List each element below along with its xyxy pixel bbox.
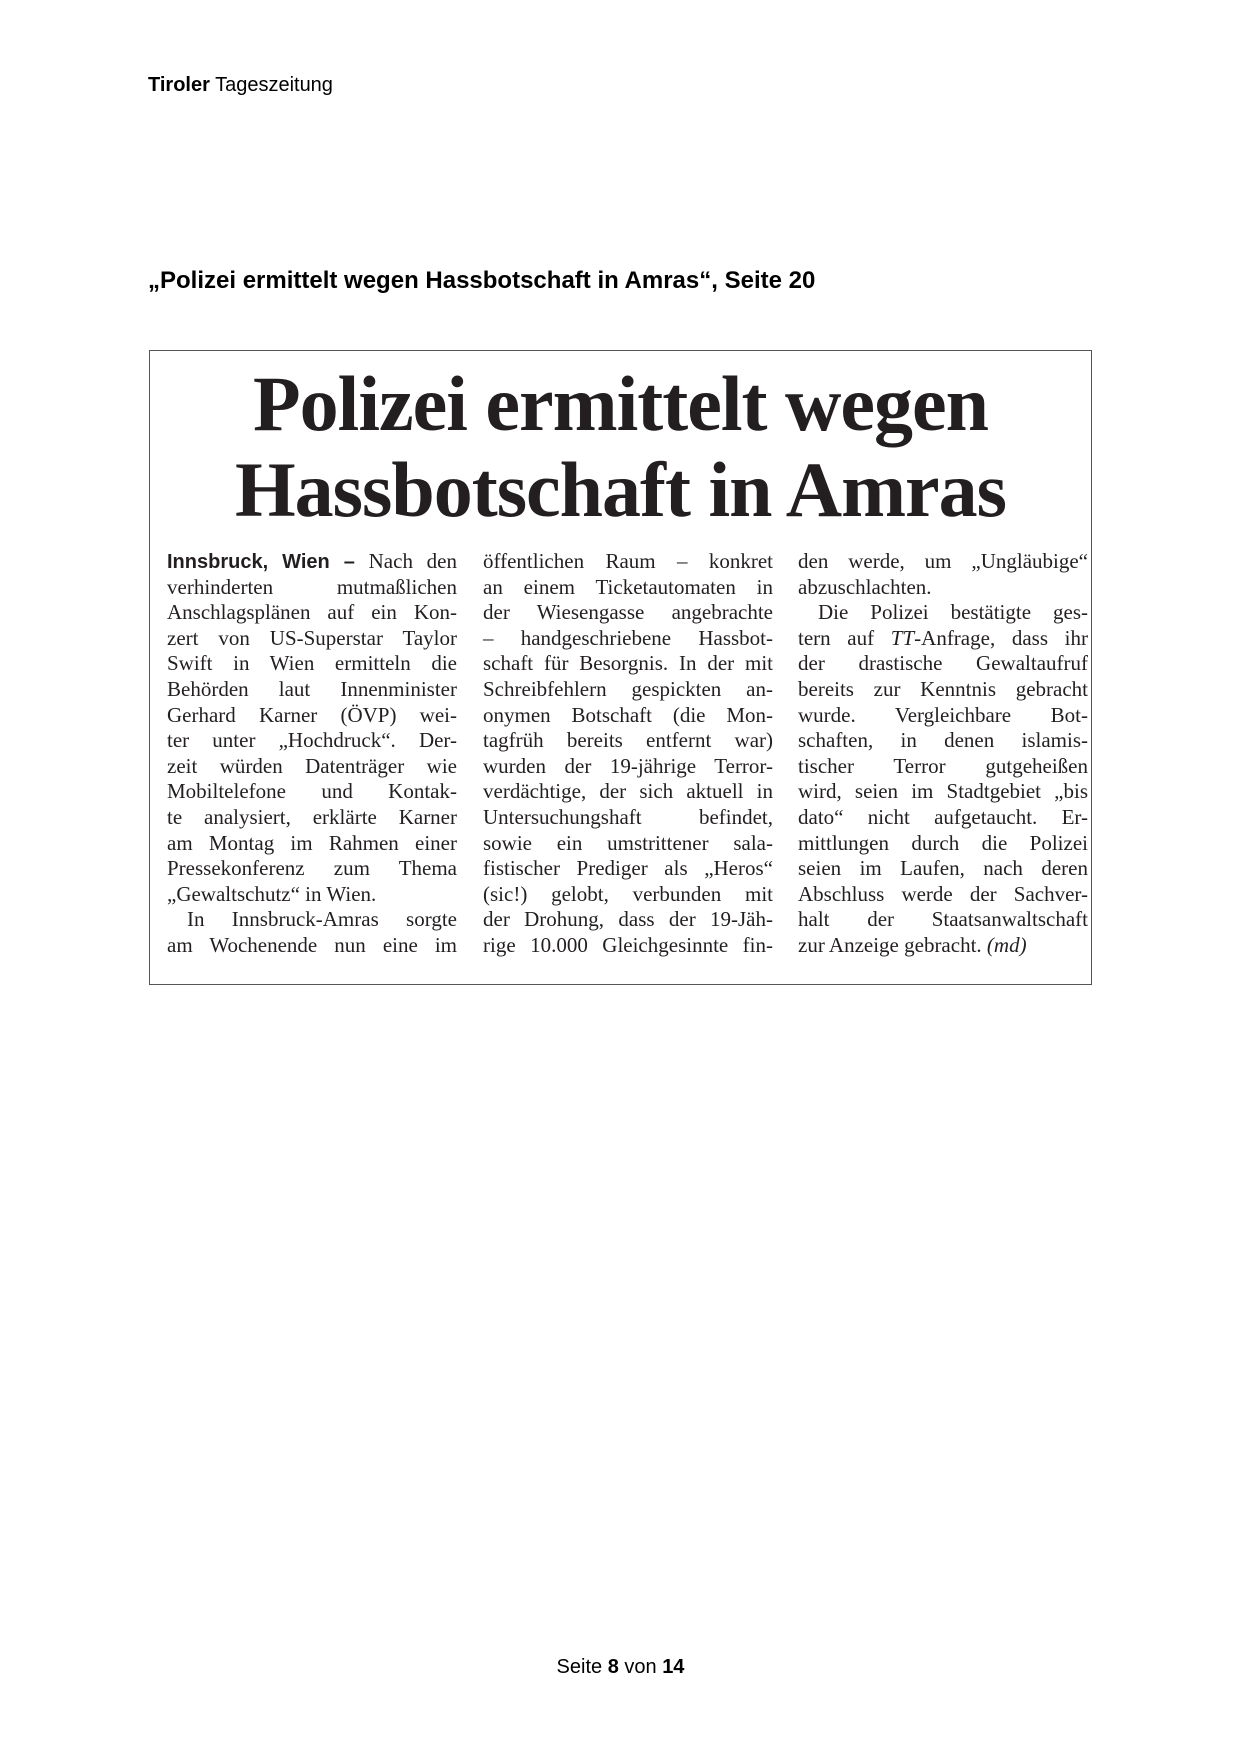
text-run: rige 10.000 Gleichgesinnte fin-: [483, 932, 773, 957]
text-run: TT: [890, 625, 915, 650]
text-run: bereits zur Kenntnis gebracht: [798, 676, 1088, 701]
text-run: onymen Botschaft (die Mon-: [483, 702, 773, 727]
text-run: -Anfrage, dass ihr: [914, 625, 1089, 650]
article-line: [483, 600, 773, 626]
article-line: [798, 600, 1088, 626]
article-line: [167, 831, 457, 857]
article-line: [483, 651, 773, 677]
brand-bold: Tiroler: [148, 74, 210, 96]
text-run: Gerhard Karner (ÖVP) wei-: [167, 702, 457, 727]
article-line: [483, 779, 773, 805]
article-line: [483, 575, 773, 601]
text-run: ter unter „Hochdruck“. Der-: [167, 728, 457, 753]
article-line: [167, 754, 457, 780]
article-line: [167, 549, 457, 575]
article-line: [483, 907, 773, 933]
article-line: [798, 575, 1088, 601]
article-line: [167, 882, 457, 908]
text-run: abzuschlachten.: [798, 574, 932, 599]
article-line: [167, 779, 457, 805]
article-line: [483, 626, 773, 652]
publication-header: [148, 74, 333, 97]
text-run: zeit würden Datenträger wie: [167, 753, 457, 778]
text-run: – handgeschriebene Hassbot-: [483, 625, 773, 650]
text-run: verhinderten mutmaßlichen: [167, 574, 457, 599]
article-line: [483, 703, 773, 729]
article-line: [798, 728, 1088, 754]
text-run: dato“ nicht aufgetaucht. Er-: [798, 804, 1088, 829]
article-line: [798, 831, 1088, 857]
article-line: [798, 882, 1088, 908]
article-column-2: [483, 549, 773, 959]
article-clipping: [149, 350, 1092, 985]
text-run: Pressekonferenz zum Thema: [167, 856, 457, 881]
text-run: der Drohung, dass der 19-Jäh-: [483, 907, 773, 932]
article-line: [167, 600, 457, 626]
article-line: [483, 677, 773, 703]
article-line: [483, 549, 773, 575]
article-line: [798, 626, 1088, 652]
text-run: halt der Staatsanwaltschaft: [798, 907, 1088, 932]
text-run: „Gewaltschutz“ in Wien.: [167, 881, 377, 906]
article-line: [167, 856, 457, 882]
article-line: [483, 856, 773, 882]
text-run: schaften, in denen islamis-: [798, 728, 1088, 753]
page-total: 14: [662, 1656, 685, 1678]
text-run: wurden der 19-jährige Terror-: [483, 753, 773, 778]
article-column-3: [798, 549, 1088, 959]
text-run: sowie ein umstrittener sala-: [483, 830, 773, 855]
article-reference: „Polizei ermittelt wegen Hassbotschaft in Amras“, Seite 20: [148, 267, 816, 294]
page-number: 8: [607, 1656, 619, 1678]
text-run: Die Polizei bestätigte ges-: [818, 600, 1088, 625]
text-run: zert von US-Superstar Taylor: [167, 625, 457, 650]
article-line: [167, 907, 457, 933]
headline-line-1: Polizei ermittelt wegen: [253, 360, 988, 447]
text-run: tischer Terror gutgeheißen: [798, 753, 1088, 778]
article-line: [798, 933, 1088, 959]
article-line: [798, 805, 1088, 831]
text-run: In Innsbruck-Amras sorgte: [187, 907, 457, 932]
article-line: [167, 703, 457, 729]
article-line: [798, 651, 1088, 677]
text-run: (md): [986, 932, 1027, 957]
article-line: [167, 626, 457, 652]
article-line: [798, 856, 1088, 882]
text-run: schaft für Besorgnis. In der mit: [483, 651, 773, 676]
text-run: Swift in Wien ermitteln die: [167, 651, 457, 676]
text-run: öffentlichen Raum – konkret: [483, 549, 773, 573]
text-run: Anschlagsplänen auf ein Kon-: [167, 600, 457, 625]
article-line: [798, 549, 1088, 575]
text-run: an einem Ticketautomaten in: [483, 574, 773, 599]
article-line: [483, 754, 773, 780]
article-line: [483, 882, 773, 908]
dateline: Innsbruck, Wien –: [167, 551, 355, 573]
article-line: [167, 677, 457, 703]
footer-prefix: Seite: [556, 1656, 608, 1678]
text-run: mittlungen durch die Polizei: [798, 830, 1088, 855]
footer-middle: von: [618, 1656, 663, 1678]
text-run: Untersuchungshaft befindet,: [483, 804, 773, 829]
text-run: der drastische Gewaltaufruf: [798, 651, 1088, 676]
text-run: zur Anzeige gebracht.: [798, 932, 987, 957]
text-run: am Wochenende nun eine im: [167, 932, 457, 957]
text-run: Abschluss werde der Sachver-: [798, 881, 1088, 906]
article-line: [798, 779, 1088, 805]
text-run: Behörden laut Innenminister: [167, 676, 457, 701]
brand-rest: Tageszeitung: [209, 74, 333, 96]
article-line: [798, 703, 1088, 729]
text-run: wurde. Vergleichbare Bot-: [798, 702, 1088, 727]
text-run: (sic!) gelobt, verbunden mit: [483, 881, 773, 906]
text-run: te analysiert, erklärte Karner: [167, 804, 457, 829]
article-line: [167, 933, 457, 959]
text-run: verdächtige, der sich aktuell in: [483, 779, 773, 804]
text-run: tern auf: [798, 625, 891, 650]
text-run: seien im Laufen, nach deren: [798, 856, 1088, 881]
text-run: Mobiltelefone und Kontak-: [167, 779, 457, 804]
article-column-1: [167, 549, 457, 959]
article-line: [167, 805, 457, 831]
text-run: fistischer Prediger als „Heros“: [483, 856, 773, 881]
text-run: Nach den: [354, 549, 457, 573]
article-headline: [150, 361, 1091, 533]
text-run: am Montag im Rahmen einer: [167, 830, 457, 855]
article-line: [798, 754, 1088, 780]
page-footer: [0, 1656, 1241, 1679]
article-line: [483, 728, 773, 754]
article-line: [167, 575, 457, 601]
article-line: [483, 805, 773, 831]
article-line: [483, 933, 773, 959]
article-line: [167, 651, 457, 677]
article-line: [167, 728, 457, 754]
text-run: der Wiesengasse angebrachte: [483, 600, 773, 625]
article-line: [483, 831, 773, 857]
headline-line-2: Hassbotschaft in Amras: [234, 446, 1007, 533]
text-run: tagfrüh bereits entfernt war): [483, 728, 773, 753]
article-line: [798, 907, 1088, 933]
text-run: wird, seien im Stadtgebiet „bis: [798, 779, 1088, 804]
text-run: Schreibfehlern gespickten an-: [483, 676, 773, 701]
text-run: den werde, um „Ungläubige“: [798, 549, 1088, 573]
article-line: [798, 677, 1088, 703]
